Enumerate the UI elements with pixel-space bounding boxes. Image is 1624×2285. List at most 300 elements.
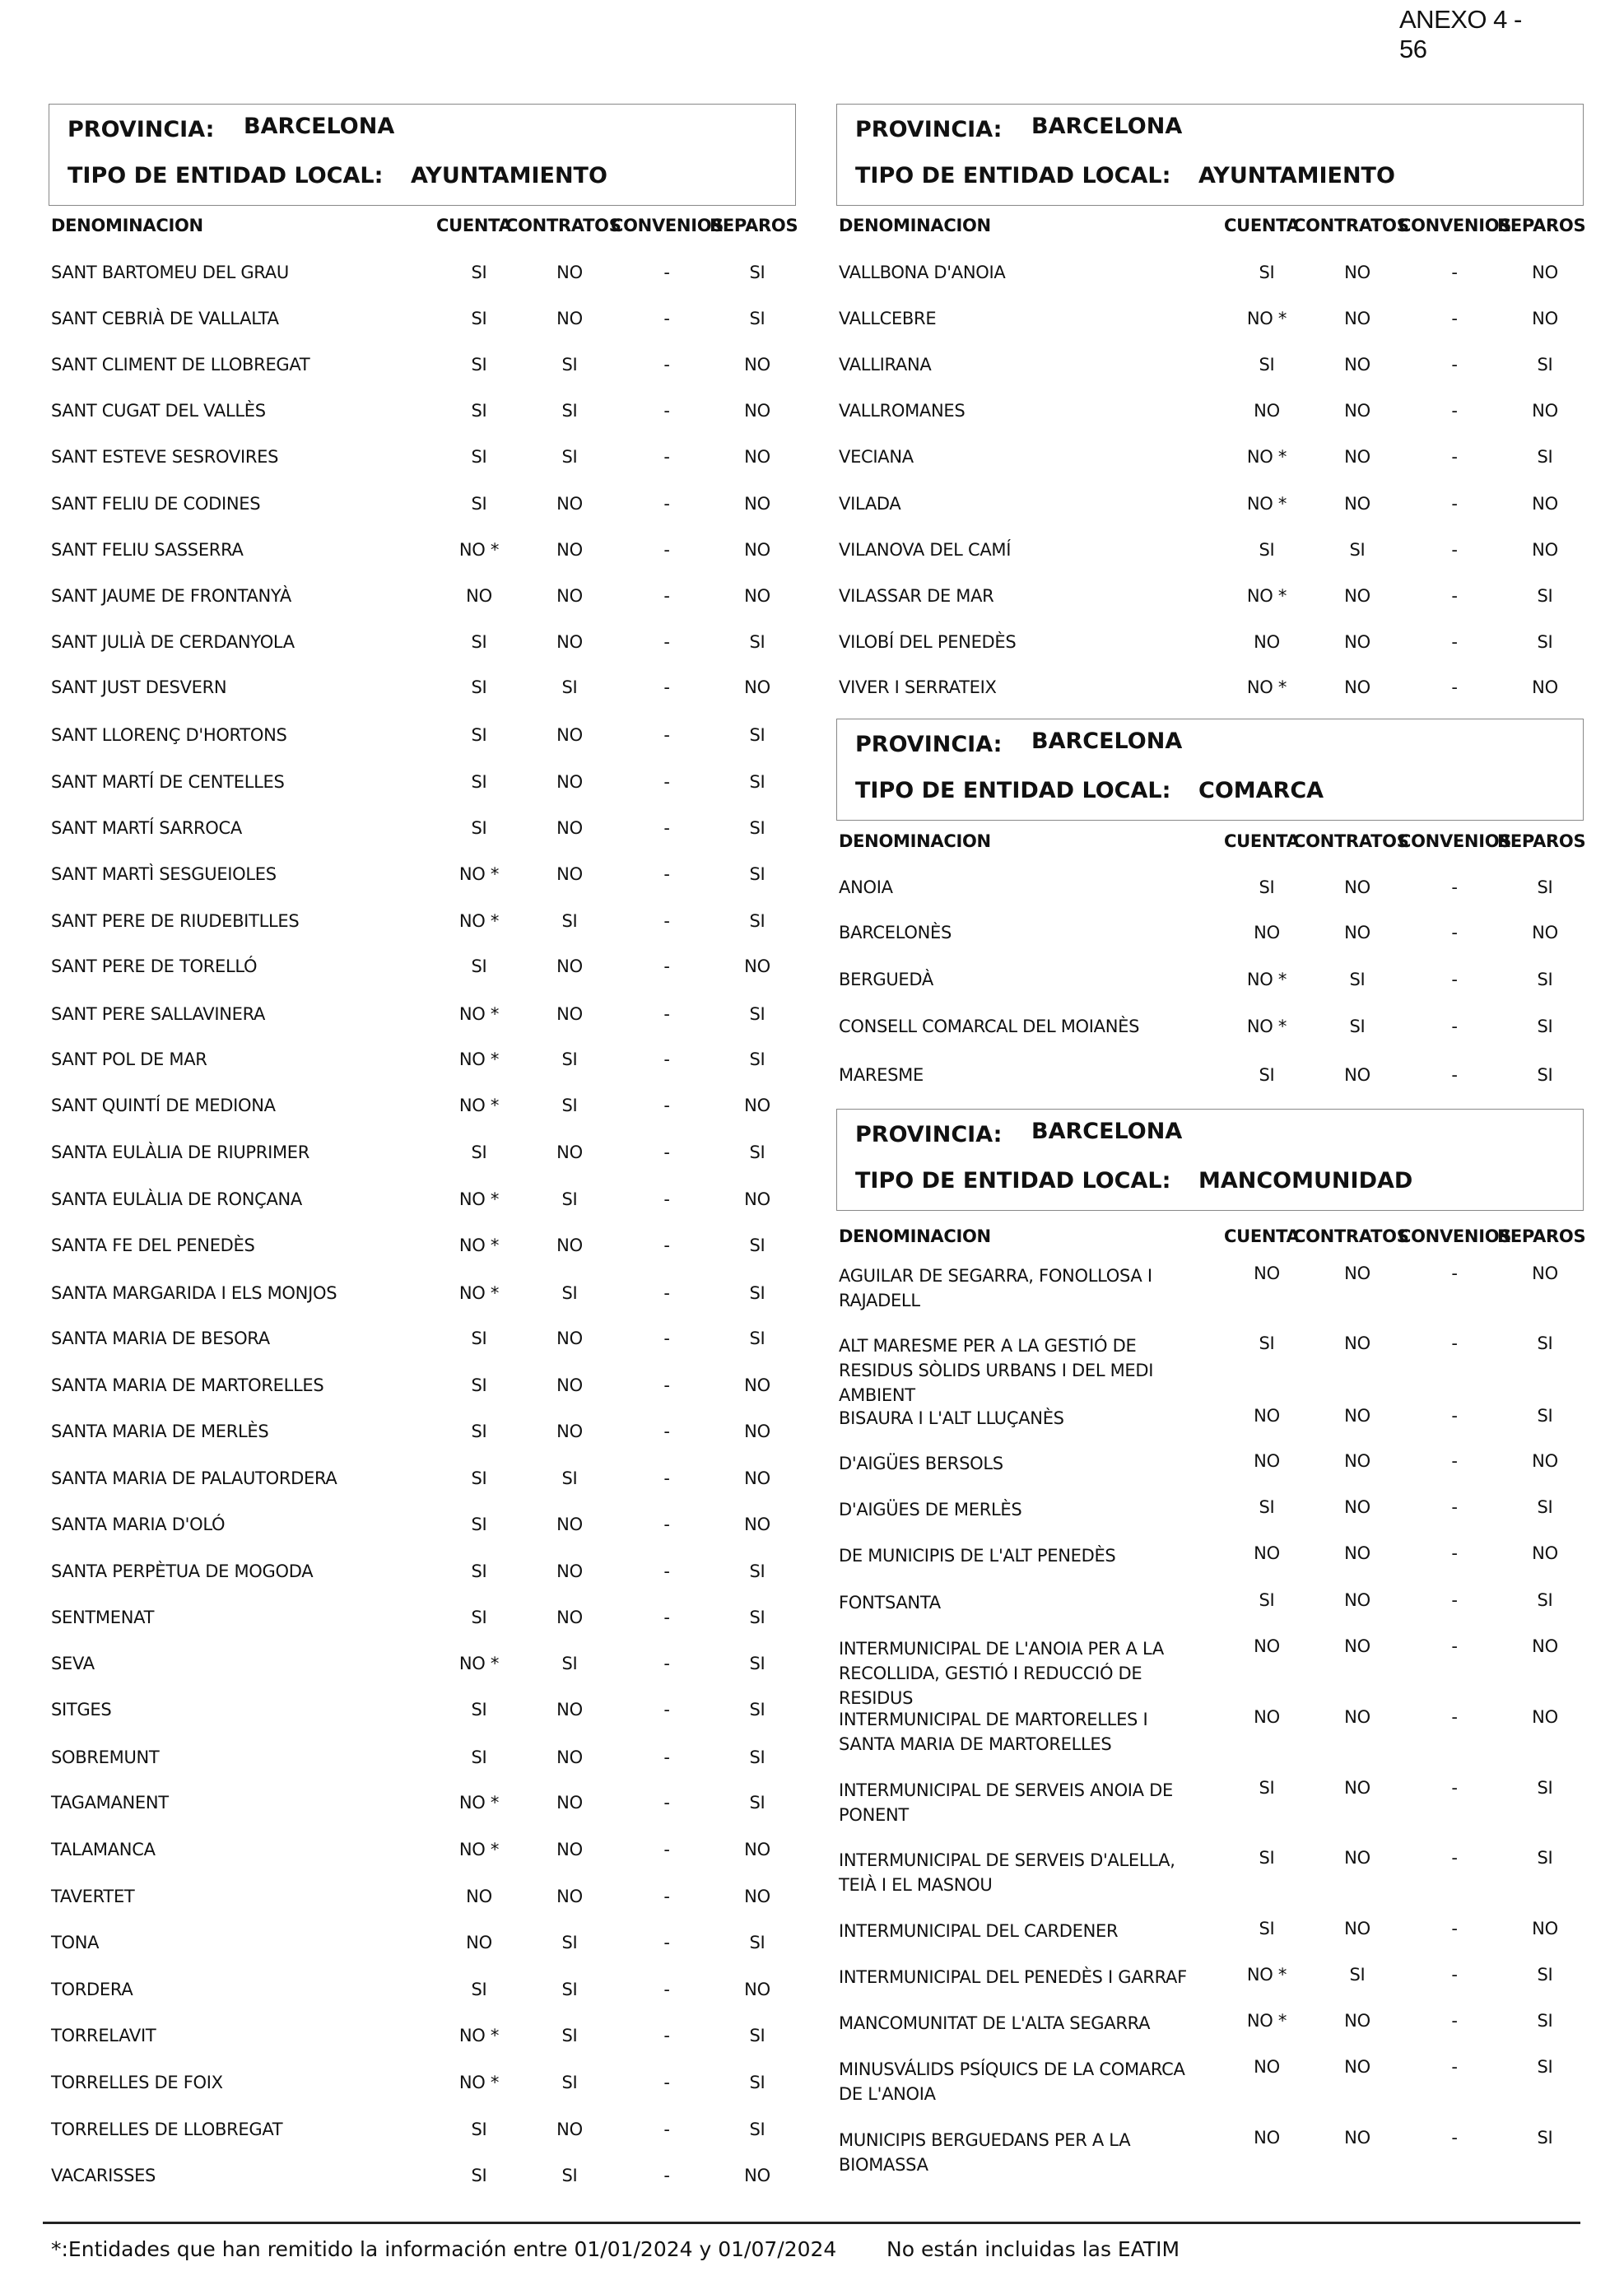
entity-name: DE MUNICIPIS DE L'ALT PENEDÈS [839,1546,1116,1566]
table-row [51,1468,792,1493]
cell-contratos: NO [556,1700,583,1720]
cell-contratos: SI [561,911,578,931]
cell-reparos: NO [1532,1543,1558,1563]
entity-name: MARESME [839,1065,924,1085]
cell-convenios: - [663,1283,670,1303]
entity-name: SANT QUINTÍ DE MEDIONA [51,1096,276,1115]
cell-contratos: NO [1344,401,1370,421]
cell-cuenta: NO [1254,1263,1280,1283]
table-row [51,2120,792,2144]
cell-cuenta: SI [471,309,487,328]
table-row [839,1263,1580,1310]
cell-convenios: - [1451,1778,1458,1798]
cell-reparos: SI [749,2120,765,2139]
cell-convenios: - [1451,263,1458,282]
cell-convenios: - [663,2120,670,2139]
cell-cuenta: NO [466,586,492,606]
entity-name: VALLCEBRE [839,309,937,328]
table-row [51,1096,792,1120]
column-header-contratos: CONTRATOS [1293,1226,1409,1246]
cell-convenios: - [663,494,670,514]
cell-reparos: SI [749,632,765,652]
entity-name: VALLBONA D'ANOIA [839,263,1006,282]
entity-name: ANOIA [839,877,893,897]
table-row [51,818,792,843]
table-row [839,970,1580,994]
cell-contratos: NO [1344,1543,1370,1563]
entity-name: INTERMUNICIPAL DE L'ANOIA PER A LA RECOLLIDA, GESTIÓ I REDUCCIÓ DE RESIDUS [839,1639,1164,1708]
entity-name: TORDERA [51,1980,133,1999]
entity-name: VILANOVA DEL CAMÍ [839,540,1012,560]
table-row [51,1700,792,1724]
table-row [51,586,792,611]
cell-contratos: NO [1344,1497,1370,1517]
column-header-reparos: REPAROS [1497,216,1586,235]
cell-cuenta: SI [471,1561,487,1581]
entity-name: VACARISSES [51,2166,156,2185]
table-row [839,1848,1580,1895]
page-number: ANEXO 4 - 56 [1399,5,1522,63]
cell-contratos: SI [561,1189,578,1209]
cell-convenios: - [663,1468,670,1488]
cell-cuenta: NO * [1246,970,1287,989]
cell-reparos: NO [744,956,770,976]
table-row [51,1561,792,1586]
cell-contratos: NO [1344,1451,1370,1471]
table-row [51,1283,792,1308]
table-row [51,1933,792,1957]
cell-cuenta: NO * [458,1189,500,1209]
cell-reparos: SI [749,1793,765,1813]
tipo-entidad-label: TIPO DE ENTIDAD LOCAL: [855,778,1171,803]
cell-contratos: NO [556,1887,583,1906]
entity-name: SANT CLIMENT DE LLOBREGAT [51,355,310,375]
table-row [839,1543,1580,1568]
cell-cuenta: NO * [1246,2011,1287,2031]
provincia-value: BARCELONA [1031,728,1183,754]
table-row [839,923,1580,947]
column-header-denominacion: DENOMINACION [839,1226,991,1246]
cell-cuenta: NO [466,1887,492,1906]
table-row [51,1004,792,1029]
cell-reparos: SI [1537,1590,1553,1610]
table-row [51,1887,792,1911]
cell-contratos: NO [556,1004,583,1024]
table-row [51,772,792,797]
cell-convenios: - [663,1608,670,1627]
table-row [51,263,792,287]
cell-convenios: - [1451,1017,1458,1036]
cell-contratos: SI [1349,1965,1366,1985]
entity-name: TORRELAVIT [51,2026,156,2045]
cell-contratos: NO [556,2120,583,2139]
entity-name: SANT MARTÍ SARROCA [51,818,242,838]
cell-cuenta: SI [471,2166,487,2185]
cell-cuenta: NO * [1246,494,1287,514]
table-row [839,1590,1580,1615]
table-row [51,2166,792,2190]
entity-name: SANT LLORENÇ D'HORTONS [51,725,287,745]
entity-name: SANTA MARIA DE MERLÈS [51,1422,269,1441]
cell-reparos: SI [749,1700,765,1720]
cell-reparos: SI [1537,877,1553,897]
cell-convenios: - [663,1980,670,1999]
column-header-cuenta: CUENTA [1224,216,1300,235]
cell-cuenta: SI [471,2120,487,2139]
entity-name: SANT PERE DE RIUDEBITLLES [51,911,300,931]
cell-reparos: SI [1537,2128,1553,2148]
entity-name: SANT POL DE MAR [51,1049,207,1069]
table-row [51,1329,792,1353]
cell-reparos: NO [744,447,770,467]
cell-reparos: SI [749,2073,765,2092]
table-row [839,1497,1580,1522]
cell-reparos: NO [744,1515,770,1534]
entity-name: SANT PERE DE TORELLÓ [51,956,258,976]
entity-name: TORRELLES DE LLOBREGAT [51,2120,283,2139]
cell-contratos: SI [561,1468,578,1488]
cell-reparos: SI [749,772,765,792]
cell-cuenta: SI [471,1375,487,1395]
cell-cuenta: NO * [458,540,500,560]
cell-convenios: - [1451,1497,1458,1517]
cell-cuenta: NO [1254,1451,1280,1471]
cell-reparos: SI [1537,1017,1553,1036]
provincia-value: BARCELONA [244,114,395,139]
cell-reparos: SI [749,1049,765,1069]
cell-contratos: NO [1344,2011,1370,2031]
cell-contratos: NO [556,309,583,328]
table-row [51,447,792,472]
cell-convenios: - [1451,1065,1458,1085]
cell-contratos: NO [556,540,583,560]
cell-convenios: - [663,677,670,697]
entity-name: INTERMUNICIPAL DEL CARDENER [839,1921,1119,1941]
cell-contratos: NO [556,1561,583,1581]
cell-cuenta: NO [1254,1543,1280,1563]
cell-convenios: - [663,401,670,421]
entity-name: VILADA [839,494,901,514]
entity-name: TORRELLES DE FOIX [51,2073,223,2092]
cell-convenios: - [663,1515,670,1534]
cell-contratos: NO [1344,923,1370,942]
cell-cuenta: SI [471,355,487,375]
cell-convenios: - [1451,1333,1458,1353]
cell-convenios: - [663,1329,670,1348]
column-header-convenios: CONVENIOS [1398,216,1512,235]
cell-reparos: NO [1532,540,1558,560]
table-row [51,494,792,519]
cell-cuenta: NO * [458,864,500,884]
cell-contratos: NO [556,494,583,514]
entity-name: SANT ESTEVE SESROVIRES [51,447,279,467]
cell-convenios: - [663,309,670,328]
cell-cuenta: SI [471,772,487,792]
cell-cuenta: SI [1259,263,1275,282]
cell-reparos: SI [749,1654,765,1673]
cell-convenios: - [1451,970,1458,989]
table-row [51,1142,792,1167]
cell-contratos: SI [561,1933,578,1952]
cell-reparos: NO [1532,1707,1558,1727]
cell-cuenta: SI [471,677,487,697]
cell-convenios: - [663,772,670,792]
cell-convenios: - [663,1887,670,1906]
cell-cuenta: NO [1254,1406,1280,1426]
table-row [51,632,792,657]
cell-cuenta: SI [471,447,487,467]
entity-name: D'AIGÜES DE MERLÈS [839,1500,1022,1519]
entity-name: SANT FELIU DE CODINES [51,494,261,514]
entity-name: SANTA PERPÈTUA DE MOGODA [51,1561,314,1581]
entity-name: SANTA MARIA DE PALAUTORDERA [51,1468,337,1488]
table-row [839,586,1580,611]
cell-cuenta: NO [1254,2057,1280,2077]
cell-convenios: - [1451,2057,1458,2077]
entity-name: INTERMUNICIPAL DE SERVEIS ANOIA DE PONENT [839,1780,1173,1825]
provincia-label: PROVINCIA: [855,1122,1003,1147]
table-row [51,677,792,702]
table-row [51,540,792,565]
cell-convenios: - [663,1375,670,1395]
cell-contratos: NO [1344,677,1370,697]
cell-cuenta: NO * [458,1004,500,1024]
table-row [839,447,1580,472]
cell-contratos: NO [556,725,583,745]
cell-cuenta: SI [471,632,487,652]
table-row [51,1189,792,1214]
column-header-contratos: CONTRATOS [1293,216,1409,235]
entity-name: BARCELONÈS [839,923,952,942]
provincia-label: PROVINCIA: [855,117,1003,142]
cell-cuenta: SI [471,818,487,838]
entity-name: BERGUEDÀ [839,970,933,989]
entity-name: SEVA [51,1654,95,1673]
cell-cuenta: NO * [1246,677,1287,697]
entity-name: ALT MARESME PER A LA GESTIÓ DE RESIDUS SÒLIDS URBANS I DEL MEDI AMBIENT [839,1336,1154,1405]
entity-name: CONSELL COMARCAL DEL MOIANÈS [839,1017,1140,1036]
entity-name: SANTA MARIA DE BESORA [51,1329,270,1348]
table-row [839,632,1580,657]
provincia-value: BARCELONA [1031,114,1183,139]
column-header-denominacion: DENOMINACION [839,216,991,235]
table-row [51,1375,792,1400]
column-header-convenios: CONVENIOS [1398,831,1512,851]
cell-convenios: - [1451,494,1458,514]
cell-cuenta: NO [466,1933,492,1952]
cell-convenios: - [663,818,670,838]
cell-contratos: NO [556,1793,583,1813]
cell-convenios: - [663,1142,670,1162]
cell-reparos: SI [749,2026,765,2045]
table-row [839,1919,1580,1943]
cell-reparos: NO [744,2166,770,2185]
cell-convenios: - [663,632,670,652]
cell-cuenta: SI [1259,1497,1275,1517]
cell-reparos: SI [749,1608,765,1627]
table-row [51,725,792,750]
cell-reparos: NO [1532,401,1558,421]
table-row [51,2073,792,2097]
cell-convenios: - [1451,586,1458,606]
entity-name: FONTSANTA [839,1593,941,1613]
table-row [839,2128,1580,2175]
cell-cuenta: SI [471,1468,487,1488]
tipo-entidad-value: AYUNTAMIENTO [1198,163,1395,188]
cell-convenios: - [663,447,670,467]
cell-reparos: SI [1537,1497,1553,1517]
cell-reparos: NO [744,401,770,421]
table-row [51,1608,792,1632]
cell-convenios: - [1451,401,1458,421]
tipo-entidad-value: COMARCA [1198,778,1324,803]
cell-convenios: - [663,1747,670,1767]
cell-convenios: - [1451,447,1458,467]
cell-contratos: NO [556,586,583,606]
entity-name: INTERMUNICIPAL DE SERVEIS D'ALELLA, TEIÀ I EL MASNOU [839,1850,1175,1895]
entity-name: AGUILAR DE SEGARRA, FONOLLOSA I RAJADELL [839,1266,1152,1310]
cell-reparos: SI [1537,1333,1553,1353]
cell-cuenta: NO [1254,632,1280,652]
entity-name: SANTA FE DEL PENEDÈS [51,1236,255,1255]
cell-reparos: SI [749,1142,765,1162]
cell-contratos: NO [1344,1778,1370,1798]
cell-contratos: NO [1344,1263,1370,1283]
cell-cuenta: SI [1259,540,1275,560]
entity-name: D'AIGÜES BERSOLS [839,1454,1003,1473]
cell-reparos: SI [1537,586,1553,606]
cell-cuenta: NO * [1246,447,1287,467]
cell-reparos: NO [1532,677,1558,697]
cell-convenios: - [663,1561,670,1581]
column-header-reparos: REPAROS [1497,1226,1586,1246]
entity-name: SANT BARTOMEU DEL GRAU [51,263,289,282]
cell-convenios: - [663,725,670,745]
cell-reparos: SI [749,1933,765,1952]
cell-cuenta: NO * [458,1840,500,1859]
entity-name: SANTA EULÀLIA DE RIUPRIMER [51,1142,310,1162]
cell-cuenta: NO * [458,2073,500,2092]
cell-reparos: NO [744,540,770,560]
cell-contratos: NO [556,1142,583,1162]
cell-convenios: - [1451,540,1458,560]
tipo-entidad-label: TIPO DE ENTIDAD LOCAL: [855,163,1171,188]
cell-contratos: SI [561,447,578,467]
cell-cuenta: SI [471,494,487,514]
cell-reparos: NO [744,1887,770,1906]
cell-convenios: - [663,355,670,375]
entity-name: SANTA EULÀLIA DE RONÇANA [51,1189,303,1209]
table-row [51,1747,792,1772]
cell-contratos: SI [561,1283,578,1303]
cell-contratos: NO [1344,586,1370,606]
table-row [839,1065,1580,1090]
entity-name: SANT FELIU SASSERRA [51,540,244,560]
cell-convenios: - [1451,877,1458,897]
cell-reparos: NO [744,494,770,514]
cell-reparos: SI [749,309,765,328]
cell-contratos: SI [561,2073,578,2092]
cell-contratos: NO [1344,309,1370,328]
cell-contratos: NO [556,1329,583,1348]
entity-name: VALLIRANA [839,355,932,375]
cell-cuenta: SI [471,1329,487,1348]
table-row [51,1793,792,1817]
cell-cuenta: SI [1259,355,1275,375]
cell-cuenta: SI [471,1608,487,1627]
column-header-cuenta: CUENTA [1224,1226,1300,1246]
entity-name: BISAURA I L'ALT LLUÇANÈS [839,1408,1064,1428]
cell-convenios: - [1451,677,1458,697]
cell-cuenta: NO * [458,1236,500,1255]
table-row [839,494,1580,519]
cell-reparos: NO [1532,309,1558,328]
cell-convenios: - [663,1933,670,1952]
cell-reparos: NO [744,1375,770,1395]
cell-contratos: SI [561,401,578,421]
cell-reparos: NO [1532,923,1558,942]
cell-contratos: SI [561,355,578,375]
cell-reparos: SI [749,1283,765,1303]
column-header-contratos: CONTRATOS [505,216,621,235]
cell-contratos: NO [1344,1065,1370,1085]
cell-reparos: SI [1537,1065,1553,1085]
cell-cuenta: NO * [1246,1965,1287,1985]
cell-reparos: NO [744,355,770,375]
cell-contratos: NO [1344,1590,1370,1610]
cell-reparos: NO [1532,494,1558,514]
cell-convenios: - [663,1840,670,1859]
cell-cuenta: NO [1254,923,1280,942]
cell-reparos: NO [744,1189,770,1209]
cell-reparos: SI [1537,1848,1553,1868]
entity-name: SENTMENAT [51,1608,155,1627]
entity-name: SANT JAUME DE FRONTANYÀ [51,586,291,606]
cell-convenios: - [663,864,670,884]
table-row [51,1840,792,1864]
cell-reparos: NO [744,1096,770,1115]
cell-contratos: NO [556,1422,583,1441]
table-row [839,401,1580,426]
cell-convenios: - [1451,355,1458,375]
cell-cuenta: NO * [458,911,500,931]
cell-contratos: SI [561,2026,578,2045]
cell-contratos: NO [556,632,583,652]
cell-convenios: - [663,1422,670,1441]
cell-contratos: NO [556,263,583,282]
entity-name: INTERMUNICIPAL DE MARTORELLES I SANTA MARIA DE MARTORELLES [839,1710,1148,1754]
cell-convenios: - [663,956,670,976]
cell-reparos: SI [749,818,765,838]
cell-reparos: NO [744,1468,770,1488]
cell-reparos: NO [744,1422,770,1441]
entity-name: VIVER I SERRATEIX [839,677,997,697]
cell-convenios: - [663,1236,670,1255]
cell-contratos: SI [561,1654,578,1673]
cell-reparos: SI [749,263,765,282]
tipo-entidad-value: AYUNTAMIENTO [411,163,607,188]
cell-reparos: NO [1532,1263,1558,1283]
cell-cuenta: NO [1254,401,1280,421]
cell-cuenta: NO * [458,1654,500,1673]
tipo-entidad-label: TIPO DE ENTIDAD LOCAL: [855,1168,1171,1194]
cell-reparos: SI [749,1329,765,1348]
cell-convenios: - [663,1189,670,1209]
footer-eatim-note: No están incluidas las EATIM [886,2237,1180,2261]
entity-name: VECIANA [839,447,914,467]
table-row [839,309,1580,333]
entity-name: TAGAMANENT [51,1793,169,1813]
